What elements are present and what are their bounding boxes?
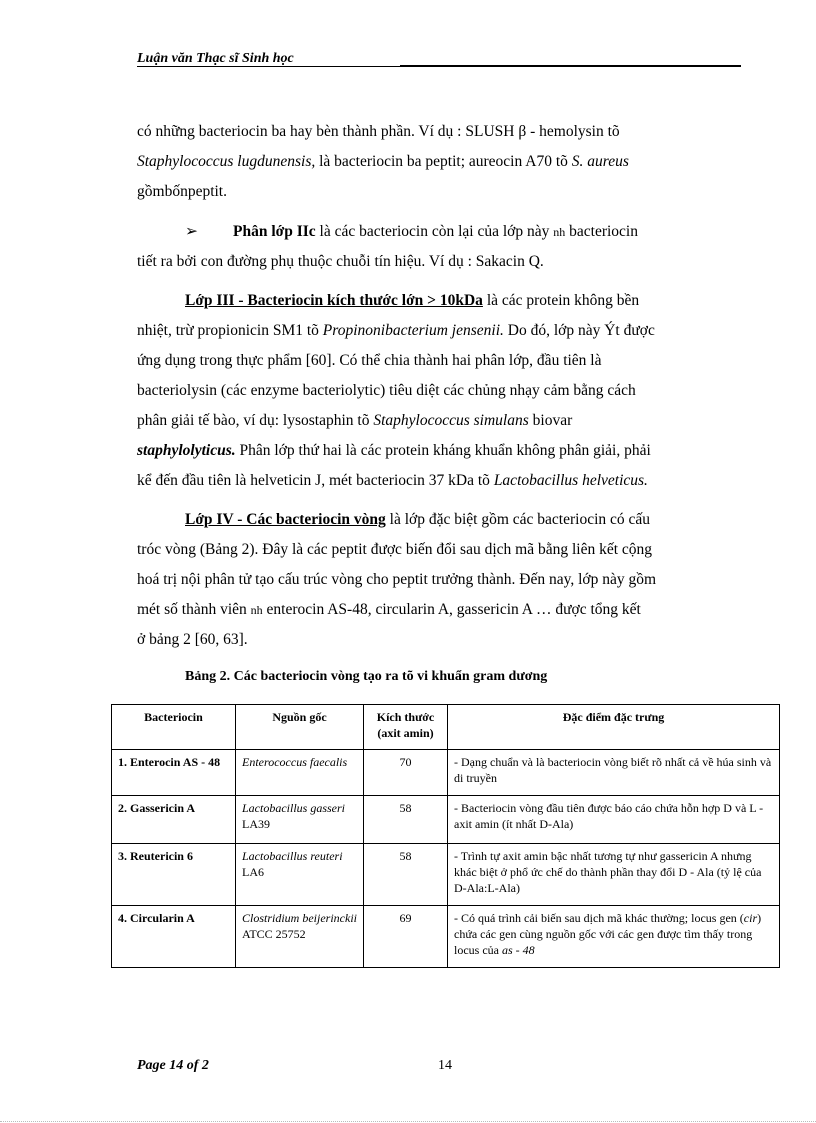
para4-line2: tróc vòng (Bảng 2). Đây là các peptit được biến đổi sau dịch mã bằng liên kết cộng bbox=[137, 541, 653, 558]
para1-line3: gồmbốnpeptit. bbox=[137, 183, 227, 200]
para1-line1: có những bacteriocin ba hay bèn thành phần. Ví dụ : SLUSH β - hemolysin tõ bbox=[137, 123, 620, 140]
cell-source: Lactobacillus reuteri LA6 bbox=[236, 844, 364, 906]
cell-name: 3. Reutericin 6 bbox=[112, 844, 236, 906]
class-iii-heading: Lớp III - Bacteriocin kích thước lớn > 10kDa bbox=[185, 292, 483, 309]
table-header-row bbox=[112, 705, 780, 750]
col-header-size: Kích thước (axit amin) bbox=[364, 705, 448, 750]
table-row bbox=[112, 750, 780, 796]
para4-line5: ở bảng 2 [60, 63]. bbox=[137, 631, 248, 648]
para3-line1: Lớp III - Bacteriocin kích thước lớn > 10kDa là các protein không bền bbox=[137, 286, 740, 316]
cell-name: 1. Enterocin AS - 48 bbox=[112, 750, 236, 796]
header-rule-thick bbox=[400, 65, 741, 66]
bullet-arrow-icon: ➢ bbox=[185, 223, 198, 240]
cell-desc: - Có quá trình cải biến sau dịch mã khác thường; locus gen (cir) chứa các gen cùng nguồn gốc với các gen được tìm thấy trong locus của as - 48 bbox=[448, 906, 780, 968]
cell-desc: - Dạng chuẩn và là bacteriocin vòng biết rõ nhất cả về húa sinh và di truyền bbox=[448, 750, 780, 796]
page-bottom-divider bbox=[0, 1121, 816, 1122]
para3-line2: nhiệt, trừ propionicin SM1 tõ Propinonibacterium jensenii. Do đó, lớp này Ýt được bbox=[137, 322, 655, 339]
para2-line1: ➢ Phân lớp IIc là các bacteriocin còn lại của lớp này nh bacteriocin bbox=[137, 217, 740, 247]
paragraph-1 bbox=[137, 117, 740, 207]
footer-page-label: Page 14 of 2 bbox=[137, 1058, 209, 1073]
paragraph-4 bbox=[137, 505, 740, 655]
para3-line4: bacteriolysin (các enzyme bacteriolytic) tiêu diệt các chủng nhạy cảm bằng cách bbox=[137, 382, 636, 399]
cell-size: 58 bbox=[364, 796, 448, 844]
para3-line7: kể đến đầu tiên là helveticin J, mét bacteriocin 37 kDa tõ Lactobacillus helveticus. bbox=[137, 472, 648, 489]
para2-line2: tiết ra bởi con đường phụ thuộc chuỗi tín hiệu. Ví dụ : Sakacin Q. bbox=[137, 253, 544, 270]
cell-name: 4. Circularin A bbox=[112, 906, 236, 968]
para4-line3: hoá trị nội phân tử tạo cấu trúc vòng cho peptit trưởng thành. Đến nay, lớp này gồm bbox=[137, 571, 657, 588]
table-caption: Bảng 2. Các bacteriocin vòng tạo ra tõ vi khuẩn gram dương bbox=[185, 669, 548, 684]
cell-source: Enterococcus faecalis bbox=[236, 750, 364, 796]
cell-desc: - Trình tự axit amin bậc nhất tương tự như gassericin A nhưng khác biệt ở phổ ức chế do thành phần thay đổi D - Ala (tỷ lệ của D-Ala:L-Ala) bbox=[448, 844, 780, 906]
cell-size: 70 bbox=[364, 750, 448, 796]
para3-line5: phân giải tế bào, ví dụ: lysostaphin tõ Staphylococcus simulans biovar bbox=[137, 412, 573, 429]
cell-source: Lactobacillus gasseri LA39 bbox=[236, 796, 364, 844]
header-rule bbox=[137, 66, 741, 67]
para4-line1: Lớp IV - Các bacteriocin vòng là lớp đặc biệt gồm các bacteriocin có cấu bbox=[137, 505, 740, 535]
col-header-source: Nguồn gốc bbox=[236, 705, 364, 750]
paragraph-2 bbox=[137, 217, 740, 277]
cell-size: 69 bbox=[364, 906, 448, 968]
para1-line2: Staphylococcus lugdunensis, là bacteriocin ba peptit; aureocin A70 tõ S. aureus bbox=[137, 153, 629, 170]
table-row bbox=[112, 844, 780, 906]
footer-page-number: 14 bbox=[438, 1058, 452, 1073]
bacteriocin-table bbox=[111, 704, 780, 968]
table-row bbox=[112, 906, 780, 968]
cell-source: Clostridium beijerinckii ATCC 25752 bbox=[236, 906, 364, 968]
table-row bbox=[112, 796, 780, 844]
para3-line6: staphylolyticus. Phân lớp thứ hai là các protein kháng khuẩn không phân giải, phải bbox=[137, 442, 651, 459]
class-iv-heading: Lớp IV - Các bacteriocin vòng bbox=[185, 511, 386, 528]
cell-desc: - Bacteriocin vòng đầu tiên được báo cáo chứa hỗn hợp D và L - axit amin (ít nhất D-Ala) bbox=[448, 796, 780, 844]
col-header-bacteriocin: Bacteriocin bbox=[112, 705, 236, 750]
cell-size: 58 bbox=[364, 844, 448, 906]
page-header-title: Luận văn Thạc sĩ Sinh học bbox=[137, 51, 294, 66]
cell-name: 2. Gassericin A bbox=[112, 796, 236, 844]
paragraph-3 bbox=[137, 286, 740, 496]
col-header-features: Đặc điểm đặc trưng bbox=[448, 705, 780, 750]
para3-line3: ứng dụng trong thực phẩm [60]. Có thể chia thành hai phân lớp, đầu tiên là bbox=[137, 352, 602, 369]
para4-line4: mét số thành viên nh enterocin AS-48, circularin A, gassericin A … được tổng kết bbox=[137, 601, 641, 618]
